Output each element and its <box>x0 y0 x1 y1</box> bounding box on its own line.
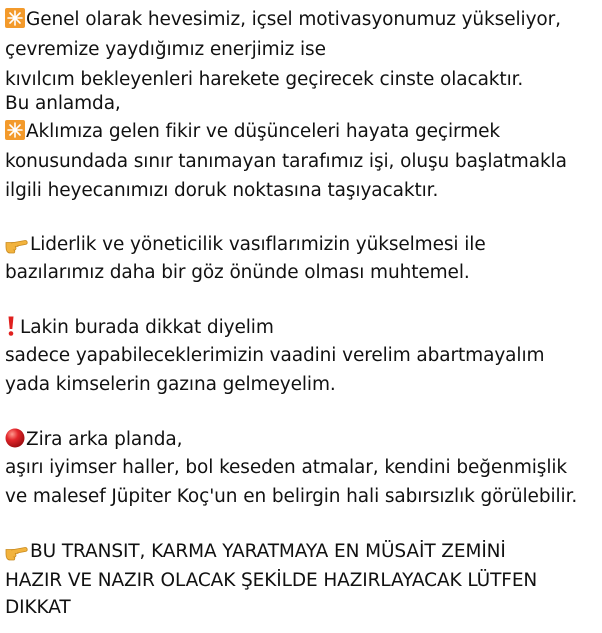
text-line: Aklımıza gelen fikir ve düşünceleri hayata geçirmek <box>5 118 500 146</box>
text-line: Zira arka planda, <box>5 426 182 454</box>
red-circle-icon <box>5 428 25 448</box>
text-line: konusundada sınır tanımayan tarafımız işi, oluşu başlatmakla <box>5 151 567 172</box>
text-line: BU TRANSIT, KARMA YARATMAYA EN MÜSAİT ZEMİNİ <box>5 538 506 566</box>
text-line: bazılarımız daha bir göz önünde olması muhtemel. <box>5 262 470 283</box>
text-line: Liderlik ve yöneticilik vasıflarımizin yükselmesi ile <box>5 231 486 259</box>
text-line: çevremize yaydığımız enerjimiz ise <box>5 39 326 60</box>
text-line: Genel olarak hevesimiz, içsel motivasyonumuz yükseliyor, <box>5 6 561 34</box>
text-line: HAZIR VE NAZIR OLACAK ŞEKİLDE HAZIRLAYACAK LÜTFEN <box>5 570 538 591</box>
exclamation-icon <box>5 315 17 337</box>
text-line: ilgili heyecanımızı doruk noktasına taşıyacaktır. <box>5 180 439 201</box>
text-line: yada kimselerin gazına gelmeyelim. <box>5 374 336 395</box>
text-line: DIKKAT <box>5 597 71 618</box>
text-line: Lakin burada dikkat diyelim <box>5 314 274 342</box>
pointing-finger-icon <box>5 541 29 561</box>
text-line: aşırı iyimser haller, bol keseden atmalar, kendini beğenmişlik <box>5 457 568 478</box>
pointing-finger-icon <box>5 234 29 254</box>
sparkle-icon <box>5 120 25 140</box>
text-line: sadece yapabileceklerimizin vaadini verelim abartmayalım <box>5 345 545 366</box>
text-line: kıvılcım bekleyenleri harekete geçirecek cinste olacaktır. <box>5 69 524 90</box>
text-line: ve malesef Jüpiter Koç'un en belirgin hali sabırsızlık görülebilir. <box>5 486 578 507</box>
sparkle-icon <box>5 8 25 28</box>
text-line: Bu anlamda, <box>5 93 121 114</box>
